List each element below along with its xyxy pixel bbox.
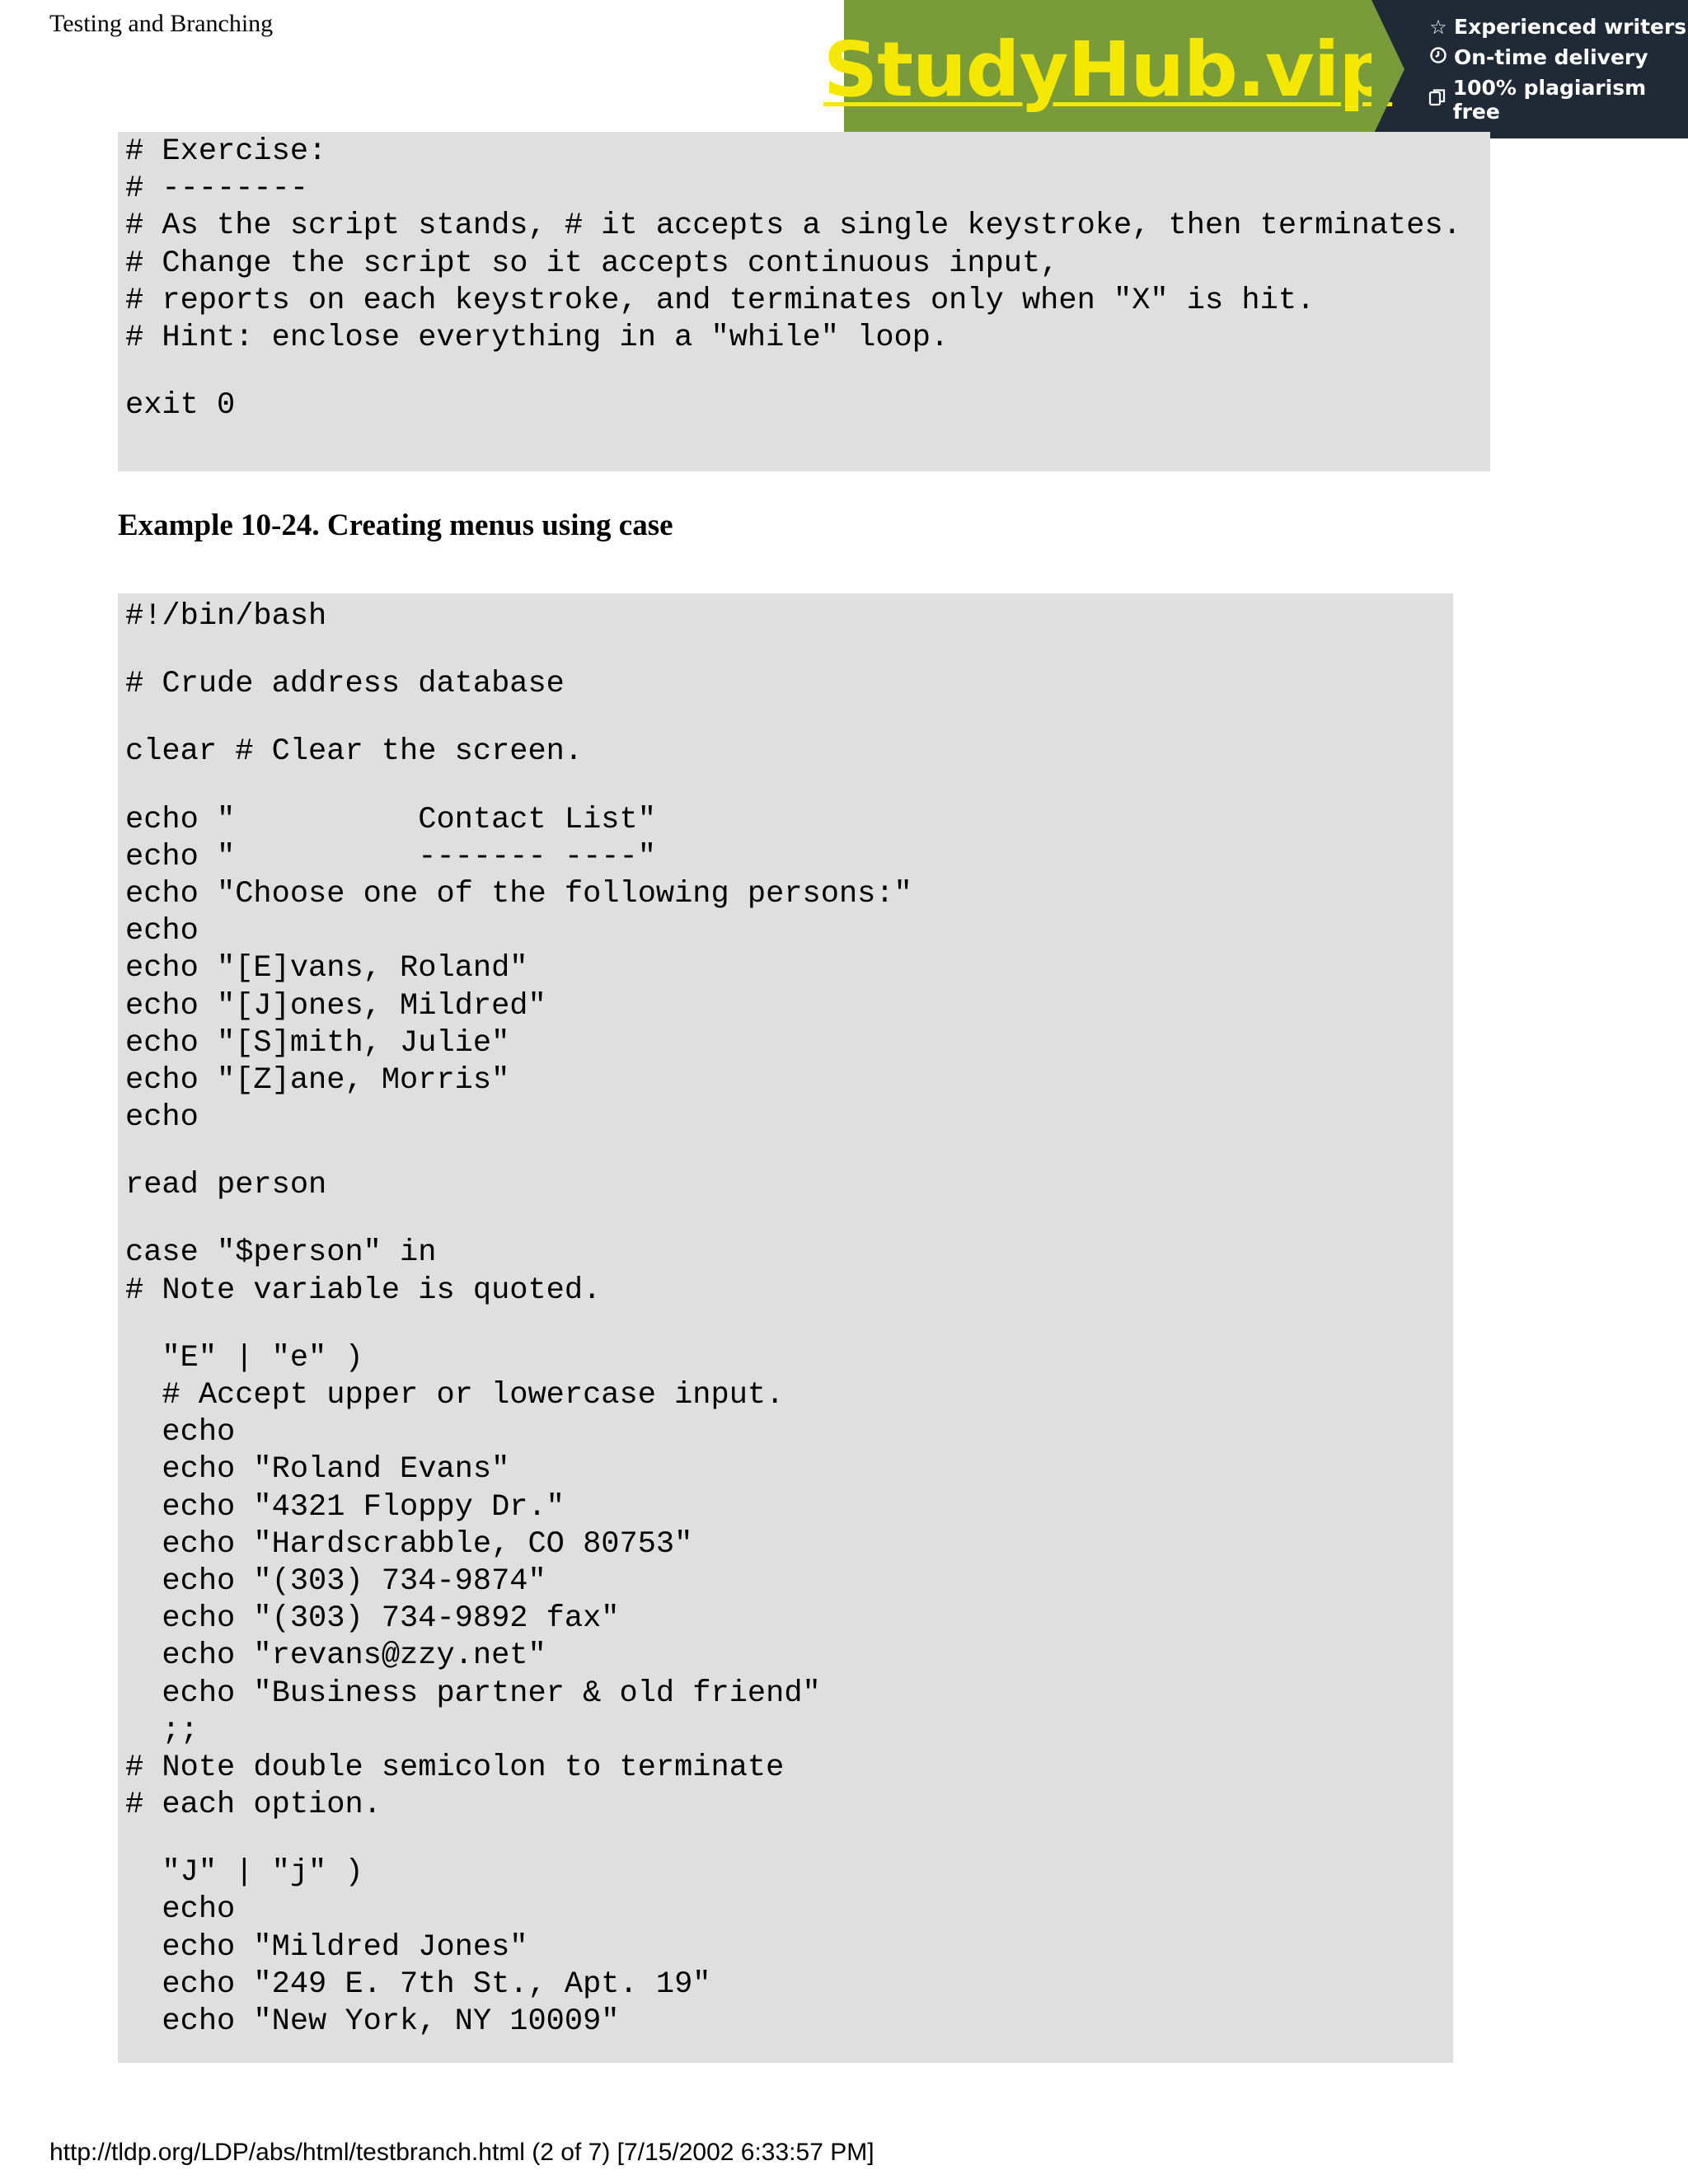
code-line: read person: [125, 1168, 327, 1203]
code-line: # As the script stands, # it accepts a single keystroke, then terminates.: [125, 209, 1461, 244]
code-line: echo "[S]mith, Julie": [125, 1025, 510, 1061]
code-line: echo "Roland Evans": [125, 1452, 510, 1488]
banner-logo[interactable]: [823, 0, 1393, 138]
code-line: echo "New York, NY 10009": [125, 2004, 620, 2039]
code-line: echo " ------- ----": [125, 839, 656, 874]
copy-icon: [1428, 88, 1448, 111]
code-line: # Crude address database: [125, 667, 565, 702]
feature-item: [1428, 15, 1688, 39]
code-line: echo "(303) 734-9874": [125, 1563, 546, 1599]
code-line: echo "revans@zzy.net": [125, 1638, 546, 1674]
code-line: echo "[J]ones, Mildred": [125, 988, 546, 1024]
code-line: case "$person" in: [125, 1235, 437, 1271]
footer-url: http://tldp.org/LDP/abs/html/testbranch.html (2 of 7) [7/15/2002 6:33:57 PM]: [49, 2139, 874, 2166]
code-line: # Exercise:: [125, 134, 327, 169]
code-blank-line: [125, 1137, 1453, 1167]
code-line: # reports on each keystroke, and terminates only when "X" is hit.: [125, 283, 1315, 318]
code-line: echo "Choose one of the following persons:": [125, 876, 912, 912]
clock-icon: [1428, 46, 1449, 69]
code-line: clear # Clear the screen.: [125, 734, 584, 770]
code-blank-line: [125, 1204, 1453, 1235]
code-line: echo: [125, 1100, 199, 1136]
code-line: echo: [125, 914, 199, 949]
ad-banner[interactable]: [823, 0, 1688, 138]
code-block-menu-script: [118, 593, 1453, 2063]
banner-features: [1372, 0, 1688, 138]
code-line: # Change the script so it accepts continuous input,: [125, 246, 1059, 281]
code-line: "E" | "e" ): [125, 1340, 363, 1376]
code-line: echo "Hardscrabble, CO 80753": [125, 1526, 693, 1562]
code-line: echo "[E]vans, Roland": [125, 951, 528, 987]
code-line: echo "249 E. 7th St., Apt. 19": [125, 1966, 711, 2002]
feature-item: [1428, 76, 1688, 124]
code-line: echo: [125, 1415, 236, 1451]
code-line: echo "Mildred Jones": [125, 1929, 528, 1965]
code-line: echo: [125, 1892, 236, 1928]
code-blank-line: [125, 1310, 1453, 1340]
feature-item: [1428, 45, 1688, 69]
feature-label: 100% plagiarism free: [1452, 76, 1647, 124]
feature-label: Experienced writers: [1454, 15, 1687, 39]
code-line: # --------: [125, 171, 309, 207]
code-line: #!/bin/bash: [125, 599, 327, 634]
code-line: # each option.: [125, 1788, 382, 1823]
code-blank-line: [125, 635, 1453, 666]
code-blank-line: [125, 1824, 1453, 1854]
code-line: # Hint: enclose everything in a "while" loop.: [125, 320, 950, 355]
code-line: echo "4321 Floppy Dr.": [125, 1489, 565, 1525]
code-line: echo "Business partner & old friend": [125, 1675, 821, 1711]
feature-label: On-time delivery: [1454, 45, 1648, 69]
code-blank-line: [125, 771, 1453, 802]
code-blank-line: [125, 703, 1453, 733]
code-line: echo "(303) 734-9892 fax": [125, 1601, 620, 1637]
code-line: "J" | "j" ): [125, 1855, 363, 1891]
star-icon: ☆: [1429, 15, 1447, 39]
code-line: ;;: [125, 1713, 199, 1748]
code-line: # Note variable is quoted.: [125, 1272, 602, 1308]
example-title: Example 10-24. Creating menus using case: [118, 509, 673, 542]
code-blank-line: [125, 357, 1490, 387]
code-line: exit 0: [125, 388, 236, 424]
code-line: # Accept upper or lowercase input.: [125, 1378, 785, 1413]
banner-logo-text: StudyHub.vip: [823, 25, 1393, 114]
code-block-exercise: [118, 132, 1490, 471]
code-line: echo "[Z]ane, Morris": [125, 1062, 510, 1098]
code-line: echo " Contact List": [125, 802, 656, 837]
code-line: # Note double semicolon to terminate: [125, 1750, 785, 1785]
page-header-title: Testing and Branching: [49, 10, 274, 37]
